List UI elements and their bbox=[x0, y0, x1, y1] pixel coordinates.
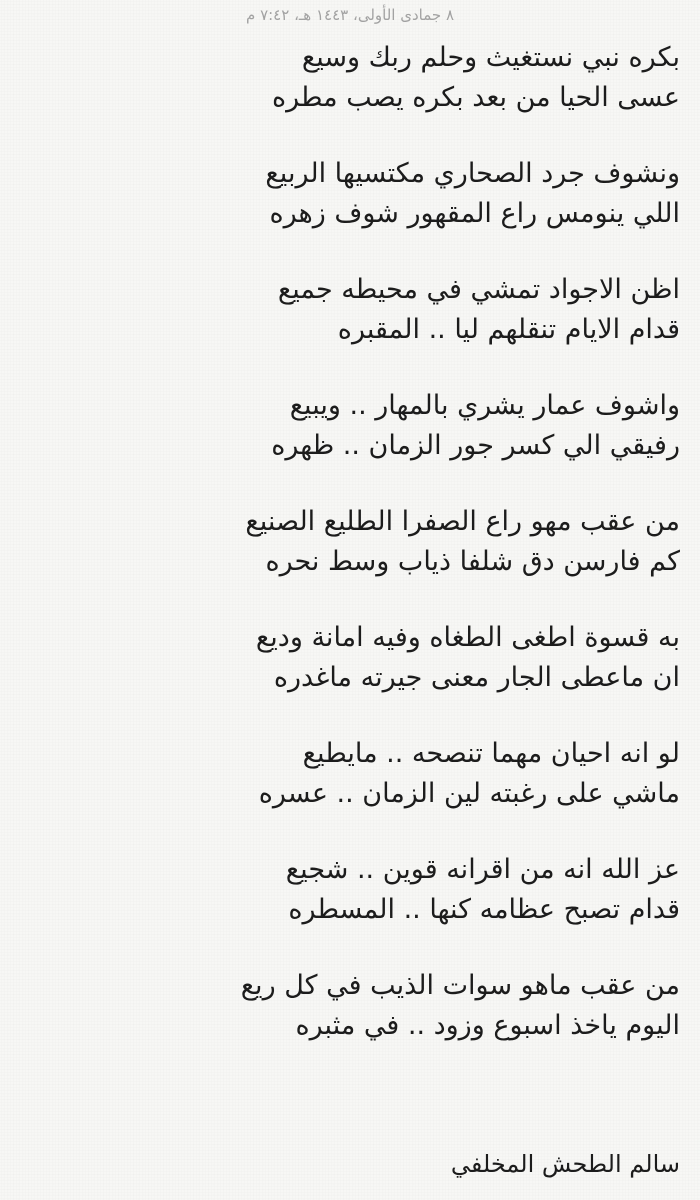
poem-line: اليوم ياخذ اسبوع وزود .. في مثبره bbox=[295, 1010, 680, 1041]
poem-text[interactable] bbox=[20, 38, 680, 1082]
poem-line: بكره نبي نستغيث وحلم ربك وسيع bbox=[301, 42, 680, 73]
stanza bbox=[20, 734, 680, 814]
poem-line: عسى الحيا من بعد بكره يصب مطره bbox=[271, 82, 680, 113]
poem-line: من عقب ماهو سوات الذيب في كل ريع bbox=[240, 970, 680, 1001]
stanza bbox=[20, 154, 680, 234]
stanza bbox=[20, 966, 680, 1046]
poem-line: قدام تصبح عظامه كنها .. المسطره bbox=[288, 894, 680, 925]
poem-line: لو انه احيان مهما تنصحه .. مايطيع bbox=[302, 738, 680, 769]
stanza bbox=[20, 502, 680, 582]
stanza bbox=[20, 270, 680, 350]
poem-line: واشوف عمار يشري بالمهار .. ويبيع bbox=[289, 390, 680, 421]
poem-signature: سالم الطحش المخلفي bbox=[450, 1150, 680, 1178]
poem-line: ان ماعطى الجار معنى جيرته ماغدره bbox=[273, 662, 680, 693]
stanza bbox=[20, 386, 680, 466]
poem-line: كم فارسن دق شلفا ذياب وسط نحره bbox=[265, 546, 680, 577]
stanza bbox=[20, 38, 680, 118]
poem-line: ونشوف جرد الصحاري مكتسيها الربيع bbox=[265, 158, 680, 189]
poem-line: اظن الاجواد تمشي في محيطه جميع bbox=[277, 274, 680, 305]
poem-line: رفيقي الي كسر جور الزمان .. ظهره bbox=[271, 430, 680, 461]
stanza bbox=[20, 618, 680, 698]
poem-line: عز الله انه من اقرانه قوين .. شجيع bbox=[285, 854, 680, 885]
poem-line: ماشي على رغبته لين الزمان .. عسره bbox=[258, 778, 680, 809]
note-timestamp: ٨ جمادى الأولى، ١٤٤٣ هـ، ٧:٤٢ م bbox=[246, 6, 454, 24]
poem-line: اللي ينومس راع المقهور شوف زهره bbox=[269, 198, 680, 229]
poem-line: قدام الايام تنقلهم ليا .. المقبره bbox=[337, 314, 680, 345]
poem-line: به قسوة اطغى الطغاه وفيه امانة وديع bbox=[255, 622, 680, 653]
poem-line: من عقب مهو راع الصفرا الطليع الصنيع bbox=[245, 506, 680, 537]
stanza bbox=[20, 850, 680, 930]
